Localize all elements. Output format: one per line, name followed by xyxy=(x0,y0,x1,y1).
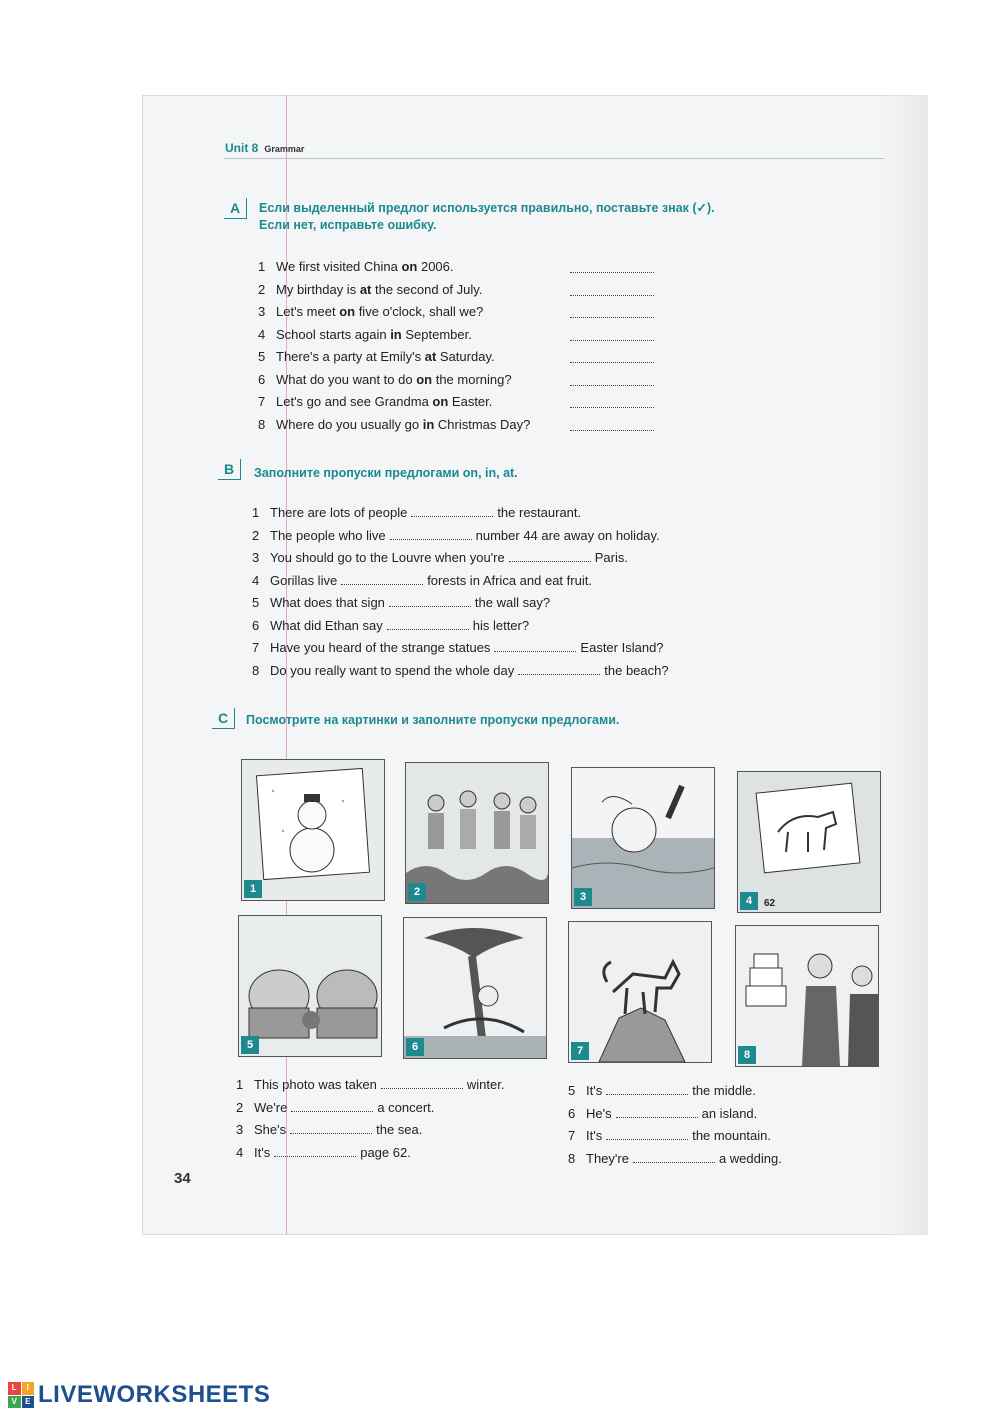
item-number: 7 xyxy=(258,394,266,409)
item-text-post: the wall say? xyxy=(474,595,551,610)
blank-field[interactable] xyxy=(290,1121,372,1134)
item-text-post: the beach? xyxy=(604,662,669,678)
illustration xyxy=(736,926,878,1066)
section-b-list xyxy=(252,502,669,682)
item-preposition: at xyxy=(359,281,372,297)
item-number: 2 xyxy=(258,281,266,297)
list-item xyxy=(236,1119,504,1142)
list-item xyxy=(236,1097,504,1120)
list-item xyxy=(568,1148,782,1171)
blank-field[interactable] xyxy=(274,1144,356,1157)
list-item xyxy=(258,324,530,347)
list-item xyxy=(568,1103,782,1126)
item-text-pre: Have you heard of the strange statues xyxy=(270,640,491,655)
item-number: 5 xyxy=(258,349,266,364)
picture-2 xyxy=(405,762,549,904)
item-number: 2 xyxy=(236,1099,244,1115)
illustration xyxy=(239,916,381,1056)
section-c-list-right xyxy=(568,1080,782,1170)
item-preposition: in xyxy=(422,416,435,432)
item-number: 4 xyxy=(258,326,266,342)
logo-letter: L xyxy=(8,1382,21,1395)
blank-field[interactable] xyxy=(341,572,423,585)
item-number: 4 xyxy=(236,1144,244,1160)
item-text-post: winter. xyxy=(466,1077,505,1092)
item-text-post: the sea. xyxy=(376,1122,423,1137)
item-text-pre: The people who live xyxy=(270,527,386,543)
answer-field[interactable] xyxy=(570,429,654,431)
item-text-post: his letter? xyxy=(472,617,530,633)
illustration xyxy=(569,922,711,1062)
item-number: 1 xyxy=(252,505,260,520)
page-caption: 62 xyxy=(764,898,776,909)
list-item xyxy=(258,369,530,392)
item-text-pre: It's xyxy=(586,1128,603,1143)
item-number: 7 xyxy=(252,640,260,655)
item-text-post: Paris. xyxy=(594,550,628,565)
item-text-pre: Let's meet xyxy=(276,304,340,319)
blank-field[interactable] xyxy=(518,662,600,675)
item-text-pre: She's xyxy=(254,1122,287,1137)
picture-6 xyxy=(403,917,547,1059)
picture-4 xyxy=(737,771,881,913)
item-text-post: 2006. xyxy=(417,259,454,274)
logo-letter: E xyxy=(22,1396,35,1409)
blank-field[interactable] xyxy=(633,1150,715,1163)
item-text-pre: It's xyxy=(254,1144,271,1160)
item-text-pre: Do you really want to spend the whole day xyxy=(270,662,515,678)
item-text-post: the middle. xyxy=(692,1083,756,1098)
item-text-pre: He's xyxy=(586,1105,612,1121)
item-number: 6 xyxy=(258,371,266,387)
picture-number: 7 xyxy=(571,1042,589,1060)
list-item xyxy=(258,301,530,324)
answer-field[interactable] xyxy=(570,339,654,341)
item-text-post: the morning? xyxy=(432,371,512,387)
item-text-post: the second of July. xyxy=(371,281,483,297)
section-label: Grammar xyxy=(264,144,305,154)
item-number: 3 xyxy=(258,304,266,319)
liveworksheets-logo xyxy=(8,1382,270,1408)
answer-field[interactable] xyxy=(570,406,654,408)
item-text-post: page 62. xyxy=(360,1144,411,1160)
section-c-letter: C xyxy=(212,708,235,729)
list-item xyxy=(236,1074,504,1097)
blank-field[interactable] xyxy=(606,1127,688,1140)
item-text-post: September. xyxy=(401,326,472,342)
item-number: 8 xyxy=(258,416,266,432)
picture-number: 5 xyxy=(241,1036,259,1054)
item-text-pre: My birthday is xyxy=(276,281,360,297)
page-bleed xyxy=(880,95,928,1235)
blank-field[interactable] xyxy=(509,549,591,562)
picture-number: 3 xyxy=(574,888,592,906)
list-item xyxy=(236,1142,504,1165)
illustration xyxy=(738,772,880,912)
item-preposition: on xyxy=(432,394,449,409)
section-a-title xyxy=(259,200,715,234)
picture-number: 6 xyxy=(406,1038,424,1056)
blank-field[interactable] xyxy=(411,504,493,517)
item-preposition: on xyxy=(339,304,356,319)
item-text-pre: Where do you usually go xyxy=(276,416,423,432)
item-text-post: a concert. xyxy=(377,1099,435,1115)
item-preposition: on xyxy=(401,259,418,274)
logo-mark xyxy=(8,1382,34,1408)
item-preposition: on xyxy=(416,371,433,387)
section-c-title: Посмотрите на картинки и заполните пропуски предлогами. xyxy=(246,713,620,727)
answer-field[interactable] xyxy=(570,316,654,318)
list-item xyxy=(252,592,669,615)
list-item xyxy=(252,637,669,660)
blank-field[interactable] xyxy=(381,1076,463,1089)
blank-field[interactable] xyxy=(387,617,469,630)
answer-field[interactable] xyxy=(570,294,654,296)
list-item xyxy=(568,1125,782,1148)
item-preposition: in xyxy=(390,326,402,342)
item-text-pre: There are lots of people xyxy=(270,505,408,520)
blank-field[interactable] xyxy=(616,1105,698,1118)
list-item xyxy=(252,570,669,593)
item-text-post: Christmas Day? xyxy=(434,416,531,432)
item-text-pre: What did Ethan say xyxy=(270,617,383,633)
page-header xyxy=(225,141,304,155)
answer-field[interactable] xyxy=(570,271,654,273)
item-text-post: a wedding. xyxy=(718,1150,782,1166)
item-text-pre: There's a party at Emily's xyxy=(276,349,425,364)
item-text-pre: Gorillas live xyxy=(270,572,338,588)
list-item xyxy=(252,660,669,683)
item-text-pre: This photo was taken xyxy=(254,1077,377,1092)
item-number: 3 xyxy=(252,550,260,565)
list-item xyxy=(258,346,530,369)
answer-field[interactable] xyxy=(570,384,654,386)
item-text-pre: What does that sign xyxy=(270,595,385,610)
item-number: 2 xyxy=(252,527,260,543)
picture-7 xyxy=(568,921,712,1063)
unit-label: Unit 8 xyxy=(225,141,259,155)
item-text-pre: We first visited China xyxy=(276,259,402,274)
item-number: 8 xyxy=(252,662,260,678)
item-text-pre: You should go to the Louvre when you're xyxy=(270,550,505,565)
blank-field[interactable] xyxy=(389,594,471,607)
list-item xyxy=(252,615,669,638)
answer-field[interactable] xyxy=(570,361,654,363)
item-number: 8 xyxy=(568,1150,576,1166)
section-a-letter: A xyxy=(224,198,247,219)
item-text-post: five o'clock, shall we? xyxy=(355,304,484,319)
list-item xyxy=(258,414,530,437)
item-text-post: an island. xyxy=(701,1105,758,1121)
item-text-post: Easter. xyxy=(448,394,493,409)
picture-5 xyxy=(238,915,382,1057)
item-number: 6 xyxy=(568,1105,576,1121)
picture-3 xyxy=(571,767,715,909)
blank-field[interactable] xyxy=(494,639,576,652)
item-text-post: the mountain. xyxy=(692,1128,771,1143)
list-item xyxy=(252,547,669,570)
item-number: 6 xyxy=(252,617,260,633)
item-number: 1 xyxy=(236,1077,244,1092)
item-text-pre: It's xyxy=(586,1083,603,1098)
picture-number: 1 xyxy=(244,880,262,898)
page-number: 34 xyxy=(174,1170,191,1187)
item-text-post: forests in Africa and eat fruit. xyxy=(427,572,592,588)
section-a-title-line2: Если нет, исправьте ошибку. xyxy=(259,218,437,232)
illustration xyxy=(406,763,548,903)
item-preposition: at xyxy=(424,349,437,364)
list-item xyxy=(568,1080,782,1103)
picture-1 xyxy=(241,759,385,901)
list-item xyxy=(252,502,669,525)
section-c-list-left xyxy=(236,1074,504,1164)
section-b-letter: B xyxy=(218,459,241,480)
blank-field[interactable] xyxy=(606,1082,688,1095)
item-text-pre: What do you want to do xyxy=(276,371,417,387)
blank-field[interactable] xyxy=(291,1099,373,1112)
item-text-post: Easter Island? xyxy=(580,640,664,655)
section-a-list xyxy=(258,256,530,436)
picture-number: 4 xyxy=(740,892,758,910)
item-text-pre: They're xyxy=(586,1150,629,1166)
item-number: 5 xyxy=(568,1083,576,1098)
logo-text: LIVEWORKSHEETS xyxy=(38,1381,271,1408)
item-number: 4 xyxy=(252,572,260,588)
picture-number: 8 xyxy=(738,1046,756,1064)
illustration xyxy=(242,760,384,900)
item-text-pre: School starts again xyxy=(276,326,391,342)
illustration xyxy=(404,918,546,1058)
section-a-title-line1: Если выделенный предлог используется правильно, поставьте знак (✓). xyxy=(259,201,715,215)
illustration xyxy=(572,768,714,908)
list-item xyxy=(258,279,530,302)
item-text-post: number 44 are away on holiday. xyxy=(475,527,660,543)
item-text-post: Saturday. xyxy=(436,349,495,364)
item-number: 3 xyxy=(236,1122,244,1137)
logo-letter: V xyxy=(8,1396,21,1409)
header-rule xyxy=(224,158,884,159)
picture-8 xyxy=(735,925,879,1067)
item-text-pre: We're xyxy=(254,1099,288,1115)
logo-letter: I xyxy=(22,1382,35,1395)
picture-number: 2 xyxy=(408,883,426,901)
section-b-title: Заполните пропуски предлогами on, in, at. xyxy=(254,466,518,480)
list-item xyxy=(258,391,530,414)
item-text-pre: Let's go and see Grandma xyxy=(276,394,433,409)
list-item xyxy=(252,525,669,548)
item-text-post: the restaurant. xyxy=(497,505,582,520)
blank-field[interactable] xyxy=(390,527,472,540)
item-number: 5 xyxy=(252,595,260,610)
item-number: 7 xyxy=(568,1128,576,1143)
list-item xyxy=(258,256,530,279)
item-number: 1 xyxy=(258,259,266,274)
